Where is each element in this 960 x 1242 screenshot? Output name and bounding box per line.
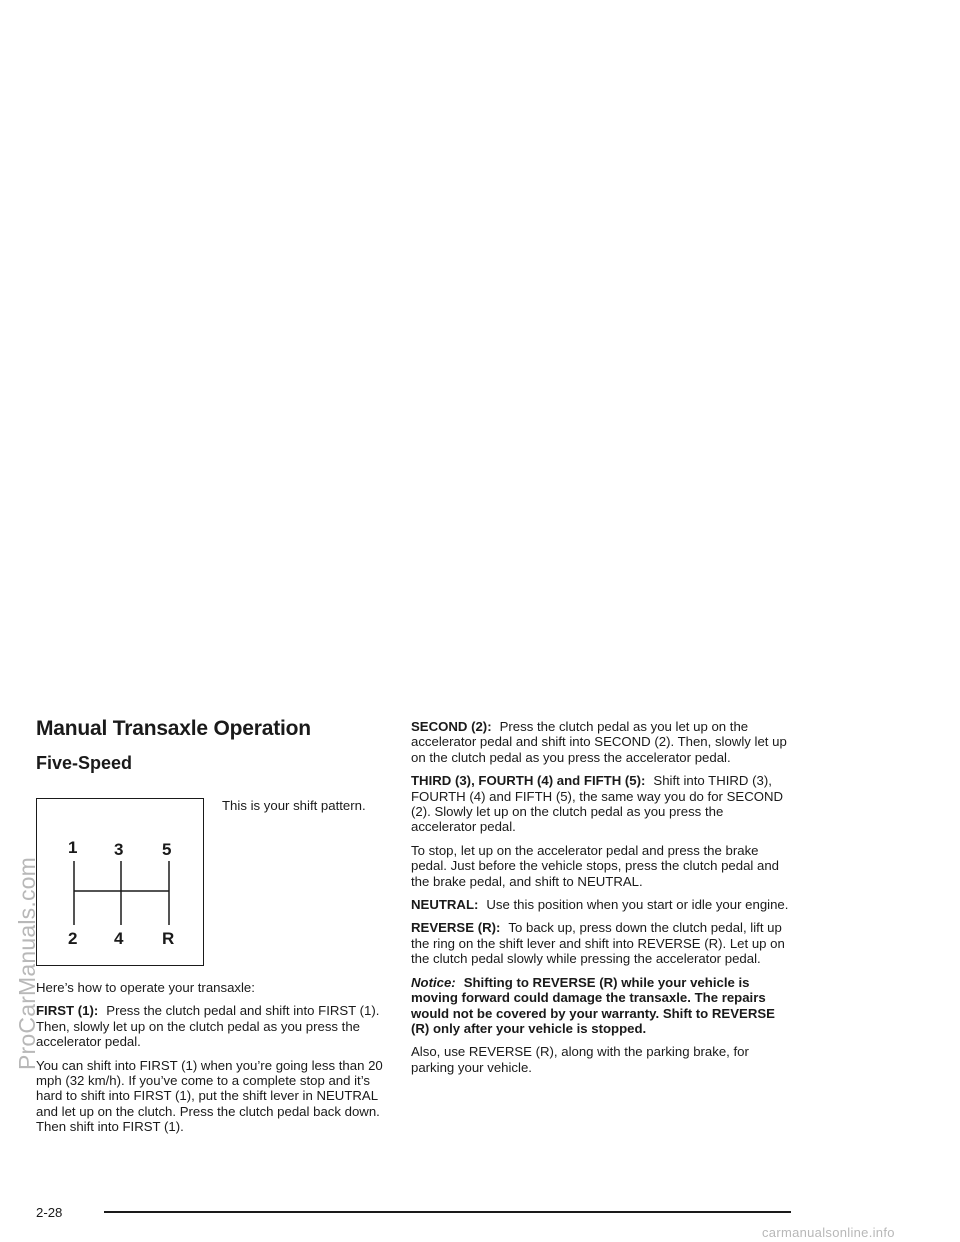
- gear-label-4: 4: [114, 929, 124, 948]
- second-gear-label: SECOND (2):: [411, 719, 492, 734]
- shift-pattern-figure: [36, 784, 394, 980]
- third-fourth-fifth-text: Shift into THIRD (3), FOURTH (4) and FIFTH (5), the same way you do for SECOND (2). Slowly let up on the clutch pedal as you press the accelerator pedal.: [411, 773, 784, 835]
- third-fourth-fifth-paragraph: [411, 773, 791, 835]
- notice-label: Notice:: [411, 974, 456, 990]
- neutral-text: Use this position when you start or idle your engine.: [486, 897, 789, 913]
- subsection-heading: Five-Speed: [36, 753, 133, 773]
- shift-first-paragraph: You can shift into FIRST (1) when you’re going less than 20 mph (32 km/h). If you’ve come to a complete stop and it’s hard to shift into FIRST (1), put the shift lever in NEUTRAL and let up on the clutch. Press the clutch pedal back down. Then shift into FIRST (1).: [36, 1057, 383, 1135]
- notice-text: Shifting to REVERSE (R) while your vehicle is moving forward could damage the transaxle. The repairs would not be covered by your warranty. Shift to REVERSE (R) only after your vehicle is stopped.: [411, 974, 775, 1036]
- right-column: [411, 719, 791, 1075]
- bottom-watermark: carmanualsonline.info: [762, 1225, 895, 1240]
- footer-rule: [104, 1211, 791, 1213]
- neutral-paragraph: [411, 897, 791, 912]
- left-column: [36, 716, 394, 1135]
- third-fourth-fifth-label: THIRD (3), FOURTH (4) and FIFTH (5):: [411, 773, 646, 789]
- diagram-caption: This is your shift pattern.: [222, 798, 366, 813]
- first-gear-paragraph: [36, 1003, 394, 1049]
- reverse-label: REVERSE (R):: [411, 920, 501, 936]
- parking-paragraph: Also, use REVERSE (R), along with the parking brake, for parking your vehicle.: [411, 1044, 749, 1075]
- shift-pattern-diagram: [36, 798, 204, 966]
- reverse-text: To back up, press down the clutch pedal, lift up the ring on the shift lever and shift into REVERSE (R). Let up on the clutch pedal slowly while pressing the accelerator pedal.: [411, 920, 785, 967]
- gear-label-1: 1: [68, 838, 78, 857]
- side-watermark: ProCarManuals.com: [14, 856, 40, 1070]
- shift-pattern-svg: [37, 799, 203, 965]
- first-gear-text: Press the clutch pedal and shift into FIRST (1). Then, slowly let up on the clutch pedal as you press the accelerator pedal.: [36, 1003, 380, 1050]
- first-gear-label: FIRST (1):: [36, 1003, 99, 1019]
- gear-label-r: R: [162, 929, 175, 948]
- second-gear-text: Press the clutch pedal as you let up on the accelerator pedal and shift into SECOND (2). Then, slowly let up on the clutch pedal as you press the accelerator pedal.: [411, 719, 787, 765]
- page-number: 2-28: [36, 1205, 63, 1220]
- gear-label-3: 3: [114, 840, 124, 859]
- gear-label-5: 5: [162, 840, 172, 859]
- second-gear-paragraph: [411, 719, 791, 765]
- section-heading: Manual Transaxle Operation: [36, 717, 311, 740]
- stop-paragraph: To stop, let up on the accelerator pedal and press the brake pedal. Just before the vehicle stops, press the clutch pedal and the brake pedal, and shift to NEUTRAL.: [411, 842, 780, 889]
- reverse-paragraph: [411, 920, 791, 966]
- intro-paragraph: Here’s how to operate your transaxle:: [36, 980, 255, 995]
- gear-label-2: 2: [68, 929, 78, 948]
- neutral-label: NEUTRAL:: [411, 897, 479, 913]
- notice-paragraph: [411, 975, 791, 1037]
